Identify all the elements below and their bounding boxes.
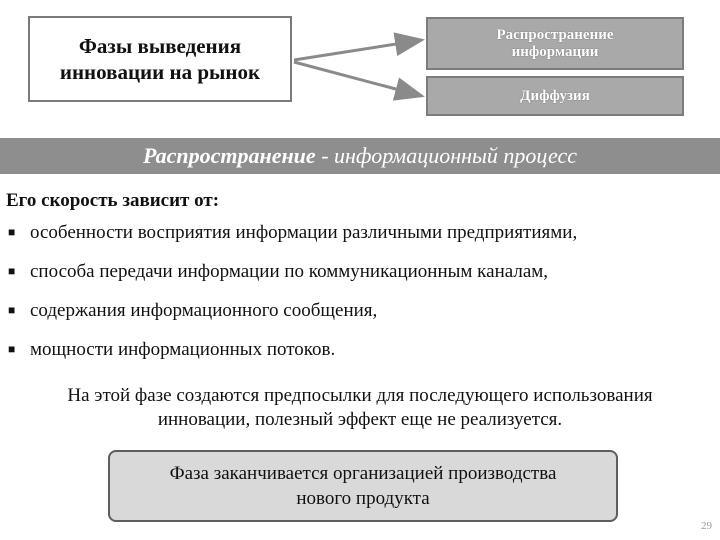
band-rest: - информационный процесс — [321, 143, 577, 168]
list-item — [8, 222, 708, 261]
dissemination-line2: информации — [511, 43, 599, 60]
dissemination-line1: Распространение — [496, 26, 614, 43]
phase-note-line2: инновации, полезный эффект еще не реализуется. — [157, 409, 563, 430]
page-number: 29 — [701, 520, 712, 532]
phase-note-line1: На этой фазе создаются предпосылки для последующего использования — [67, 385, 653, 406]
square-bullet-icon: ■ — [8, 303, 16, 317]
phase-end-box — [108, 450, 618, 522]
list-item-text: особенности восприятия информации различными предприятиями, — [30, 222, 578, 243]
diffusion-box — [426, 76, 684, 116]
definition-band — [0, 138, 720, 174]
list-item-text: мощности информационных потоков. — [30, 339, 336, 360]
dissemination-box — [426, 17, 684, 70]
arrow-to-dissemination — [294, 40, 422, 60]
arrow-to-diffusion — [294, 62, 422, 96]
square-bullet-icon: ■ — [8, 264, 16, 278]
phase-end-line1: Фаза заканчивается организацией производства — [169, 463, 557, 484]
list-item — [8, 339, 708, 378]
list-item — [8, 300, 708, 339]
factor-list — [8, 222, 708, 378]
list-item — [8, 261, 708, 300]
phases-box-line2: инновации на рынок — [59, 60, 261, 84]
list-item-text: способа передачи информации по коммуникационным каналам, — [30, 261, 549, 282]
phases-box-line1: Фазы выведения — [78, 34, 242, 58]
phase-note — [10, 384, 710, 432]
speed-heading: Его скорость зависит от: — [6, 190, 220, 211]
square-bullet-icon: ■ — [8, 225, 16, 239]
phase-end-line2: нового продукта — [296, 488, 430, 509]
list-item-text: содержания информационного сообщения, — [30, 300, 378, 321]
band-emphasis: Распространение — [143, 143, 316, 168]
square-bullet-icon: ■ — [8, 342, 16, 356]
diffusion-label: Диффузия — [520, 87, 590, 104]
